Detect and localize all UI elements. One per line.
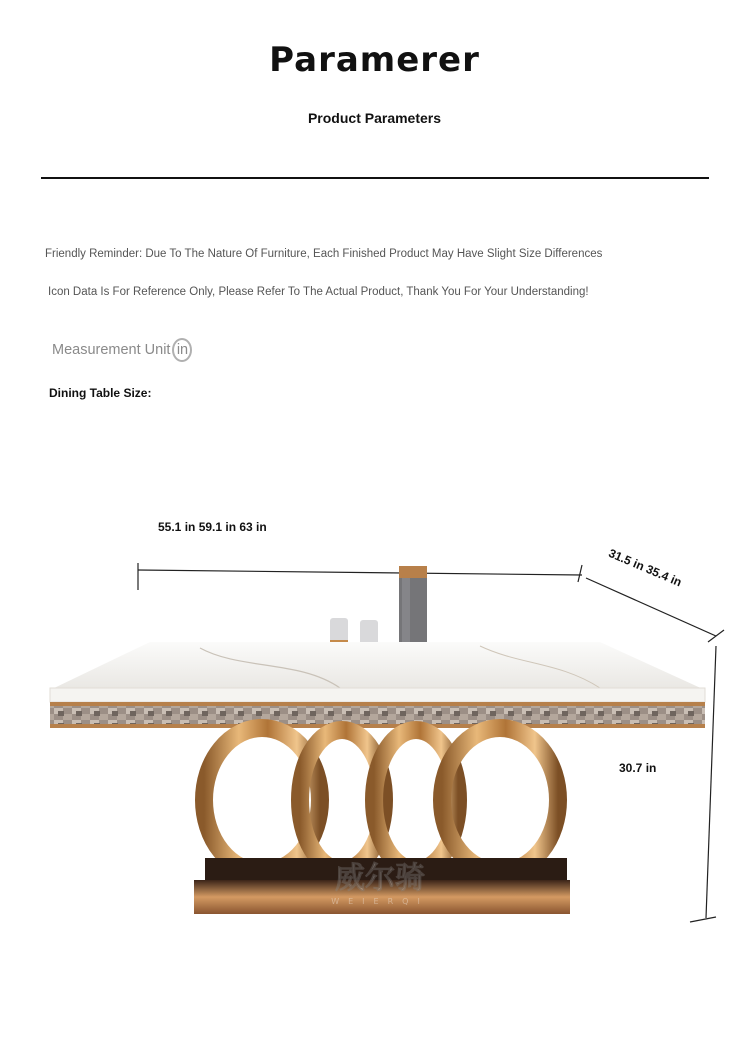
- gold-ring-legs: [204, 728, 558, 872]
- height-dimension-label: 30.7 in: [619, 761, 657, 775]
- page-subtitle: Product Parameters: [307, 110, 442, 126]
- reminder-note: Friendly Reminder: Due To The Nature Of Furniture, Each Finished Product May Have Slight Size Differences: [45, 248, 603, 260]
- reference-note: Icon Data Is For Reference Only, Please Refer To The Actual Product, Thank You For Your Understanding!: [48, 286, 589, 298]
- measurement-unit-value: in: [172, 338, 192, 362]
- page-title: Paramerer: [269, 40, 480, 80]
- brand-watermark-logo: [331, 861, 429, 906]
- svg-text:威尔骑: 威尔骑: [335, 861, 425, 896]
- svg-text:WEIERQI: WEIERQI: [331, 897, 429, 906]
- width-dimension-label: 55.1 in 59.1 in 63 in: [158, 520, 267, 534]
- width-dimension-line: [138, 563, 582, 590]
- depth-dimension-line: [586, 578, 724, 642]
- depth-dimension-label: 31.5 in 35.4 in: [606, 546, 684, 590]
- measurement-unit-label: Measurement Unit: [52, 342, 171, 358]
- dining-table-size-label: Dining Table Size:: [49, 386, 152, 400]
- marble-table-top: [50, 642, 705, 728]
